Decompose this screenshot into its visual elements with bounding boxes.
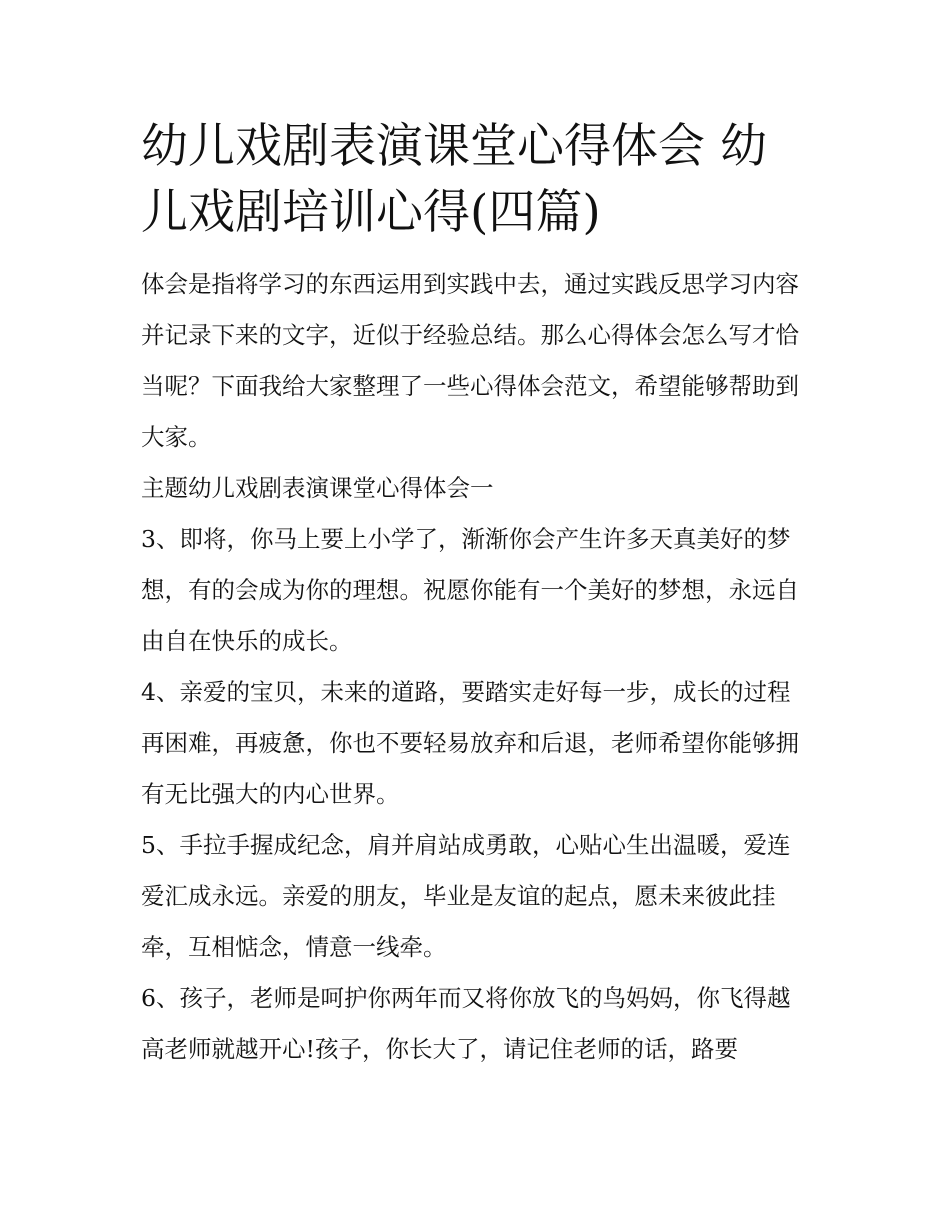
list-item-3: 3、即将，你马上要上小学了，渐渐你会产生许多天真美好的梦想，有的会成为你的理想。祝愿你能有一个美好的梦想，永远自由自在快乐的成长。: [141, 525, 799, 655]
section-heading: 主题幼儿戏剧表演课堂心得体会一: [141, 474, 494, 502]
document-title: 幼儿戏剧表演课堂心得体会 幼儿戏剧培训心得(四篇): [141, 119, 767, 240]
list-item-5: 5、手拉手握成纪念，肩并肩站成勇敢，心贴心生出温暖，爱连爱汇成永远。亲爱的朋友，毕业是友谊的起点，愿未来彼此挂牵，互相惦念，情意一线牵。: [141, 831, 791, 961]
intro-paragraph: 体会是指将学习的东西运用到实践中去，通过实践反思学习内容并记录下来的文字，近似于经验总结。那么心得体会怎么写才恰当呢？下面我给大家整理了一些心得体会范文，希望能够帮助到大家。: [141, 270, 799, 451]
list-item-4: 4、亲爱的宝贝，未来的道路，要踏实走好每一步，成长的过程再困难，再疲惫，你也不要轻易放弃和后退，老师希望你能够拥有无比强大的内心世界。: [141, 678, 799, 808]
list-item-6: 6、孩子，老师是呵护你两年而又将你放飞的鸟妈妈，你飞得越高老师就越开心!孩子，你长大了，请记住老师的话，路要: [141, 984, 791, 1063]
document-body: [141, 114, 813, 1075]
